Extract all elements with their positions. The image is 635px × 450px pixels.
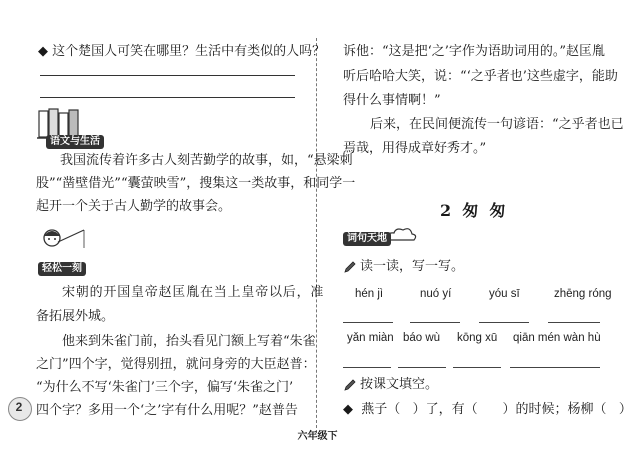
pinyin-1: hén jì — [355, 288, 384, 300]
fill-in-line: ◆ 燕子（ ）了，有（ ）的时候；杨柳（ ） — [343, 402, 632, 417]
task2-label: 按课文填空。 — [360, 377, 439, 392]
pinyin-2: nuó yí — [420, 288, 452, 300]
right-story-line-1: 诉他：“这是把‘之’字作为语助词用的。”赵匡胤 — [343, 44, 606, 59]
write-blank-1[interactable] — [343, 322, 393, 323]
answer-line-2 — [40, 97, 295, 98]
write-blank-2[interactable] — [410, 322, 460, 323]
section-label-chinese-and-life: 语文与生活 — [46, 135, 104, 149]
right-story-line-3: 得什么事情啊！” — [343, 93, 441, 108]
write-blank-4[interactable] — [548, 322, 600, 323]
pinyin-8: qiān mén wàn hù — [513, 332, 601, 344]
para1-line-2: 股”“凿壁借光”“囊萤映雪”，搜集这一类故事，和同学一 — [36, 176, 356, 191]
write-blank-7[interactable] — [453, 367, 501, 368]
right-story-line-2: 听后哈哈大笑，说：“‘之乎者也’这些虚字，能助 — [343, 69, 618, 84]
question-line: ◆ 这个楚国人可笑在哪里？生活中有类似的人吗？ — [38, 44, 326, 59]
story-line-2: 备拓展外城。 — [36, 309, 115, 324]
story-line-4: 之门”四个字，觉得别扭，就问身旁的大臣赵普： — [36, 357, 316, 372]
pinyin-7: kōng xū — [457, 332, 498, 344]
section-label-words-sentences: 词句天地 — [343, 232, 391, 246]
pinyin-3: yóu sī — [489, 288, 520, 300]
right-story-line-5: 焉哉，用得成章好秀才。” — [343, 141, 487, 156]
write-blank-5[interactable] — [343, 367, 391, 368]
story-line-3: 他来到朱雀门前，抬头看见门额上写着“朱雀 — [62, 334, 316, 349]
write-blank-6[interactable] — [398, 367, 446, 368]
center-divider — [316, 38, 318, 433]
pinyin-6: báo wù — [403, 332, 441, 344]
answer-line-1 — [40, 75, 295, 76]
page-number: 2 — [15, 400, 23, 414]
story-line-6: 四个字？多用一个‘之’字有什么用呢？”赵普告 — [36, 403, 298, 418]
footer-grade: 六年级下 — [297, 431, 338, 442]
para1-line-1: 我国流传着许多古人刻苦勤学的故事，如，“悬梁刺 — [60, 153, 353, 168]
fishing-kid-icon — [38, 226, 88, 260]
pinyin-4: zhēng róng — [554, 288, 612, 300]
write-blank-8[interactable] — [510, 367, 600, 368]
right-story-line-4: 后来，在民间便流传一句谚语：“之乎者也已 — [370, 117, 624, 132]
para1-line-3: 起开一个关于古人勤学的故事会。 — [36, 199, 232, 214]
lesson-title: 2 匆 匆 — [440, 201, 506, 220]
pencil-icon-2 — [343, 377, 357, 396]
task1-label: 读一读，写一写。 — [360, 259, 465, 274]
story-line-1: 宋朝的开国皇帝赵匡胤在当上皇帝以后，准 — [62, 285, 325, 300]
story-line-5: “为什么不写‘朱雀门’三个字，偏写‘朱雀之门’ — [36, 380, 294, 395]
write-blank-3[interactable] — [479, 322, 529, 323]
section-label-relax-moment: 轻松一刻 — [38, 262, 86, 276]
pencil-icon — [343, 259, 357, 278]
pinyin-5: yǎn miàn — [347, 332, 394, 344]
